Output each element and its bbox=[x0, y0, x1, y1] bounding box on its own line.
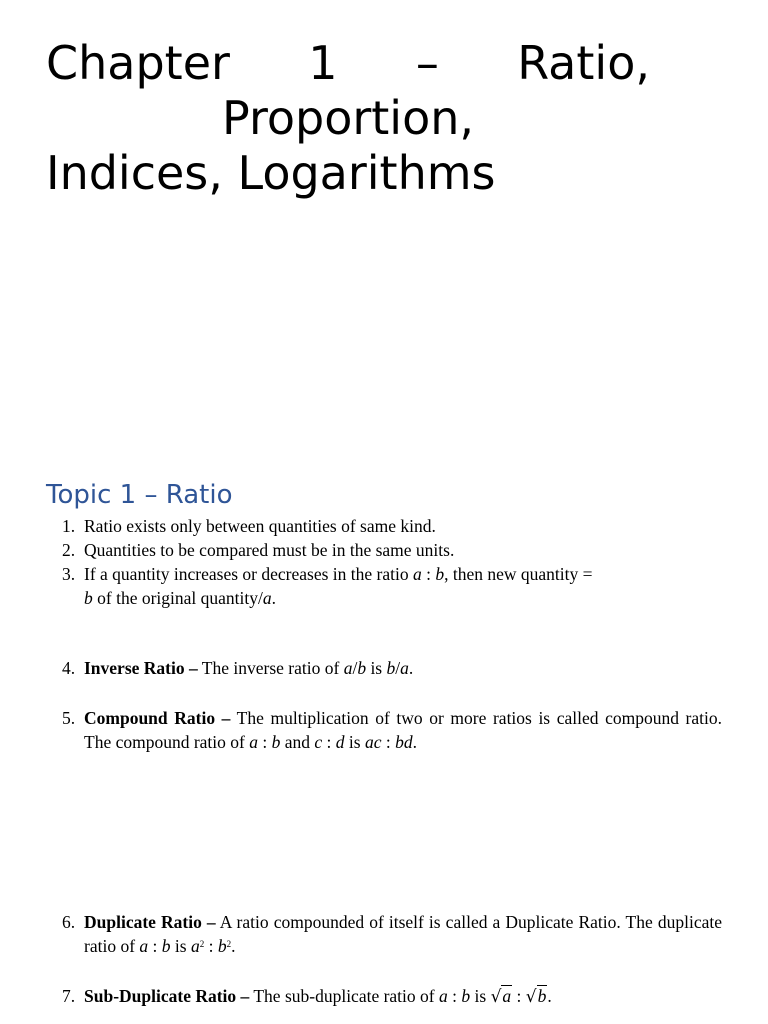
list-text: Quantities to be compared must be in the same units. bbox=[84, 540, 455, 560]
title-word-ratio: Ratio, bbox=[517, 36, 650, 90]
list-number: 6. bbox=[62, 912, 76, 932]
chapter-title bbox=[46, 36, 650, 201]
list-item-4 bbox=[62, 656, 722, 680]
list-text: Ratio exists only between quantities of same kind. bbox=[84, 516, 436, 536]
term-inverse-ratio: Inverse Ratio – bbox=[84, 658, 198, 678]
term-duplicate-ratio: Duplicate Ratio – bbox=[84, 912, 216, 932]
list-number: 4. bbox=[62, 658, 76, 678]
list-number: 3. bbox=[62, 564, 76, 584]
list-text: Sub-Duplicate Ratio – The sub-duplicate ratio of a : b is √a : √b. bbox=[84, 986, 552, 1007]
list-number: 5. bbox=[62, 708, 76, 728]
title-word-dash: – bbox=[415, 36, 439, 90]
square-root-a: √a bbox=[490, 986, 512, 1007]
chapter-title-line-3: Indices, Logarithms bbox=[46, 146, 496, 200]
title-word-number: 1 bbox=[308, 36, 338, 90]
title-word-chapter: Chapter bbox=[46, 36, 230, 90]
list-text: Duplicate Ratio – A ratio compounded of itself is called a Duplicate Ratio. The duplicate ratio of a : b is $a^2$ : $b^2$. bbox=[84, 912, 722, 956]
chapter-title-line-2: Proportion, bbox=[222, 91, 474, 145]
list-item-1 bbox=[62, 514, 722, 538]
list-text: If a quantity increases or decreases in the ratio a : b, then new quantity = b of the original quantity/a. bbox=[84, 564, 593, 608]
list-item-2 bbox=[62, 538, 722, 562]
list-item-3 bbox=[62, 562, 662, 610]
topic-heading: Topic 1 – Ratio bbox=[46, 480, 233, 510]
chapter-title-line-1 bbox=[46, 36, 650, 91]
list-text: Inverse Ratio – The inverse ratio of a/b is b/a. bbox=[84, 658, 414, 678]
list-item-7 bbox=[62, 984, 722, 1009]
list-item-6 bbox=[62, 910, 722, 958]
list-text: Compound Ratio – The multiplication of two or more ratios is called compound ratio. The compound ratio of a : b and c : d is ac : bd. bbox=[84, 708, 722, 752]
term-compound-ratio: Compound Ratio – bbox=[84, 708, 231, 728]
term-sub-duplicate-ratio: Sub-Duplicate Ratio – bbox=[84, 986, 250, 1006]
list-item-5 bbox=[62, 706, 722, 754]
list-number: 7. bbox=[62, 986, 76, 1006]
list-number: 2. bbox=[62, 540, 76, 560]
list-number: 1. bbox=[62, 516, 76, 536]
square-root-b: √b bbox=[525, 986, 547, 1007]
